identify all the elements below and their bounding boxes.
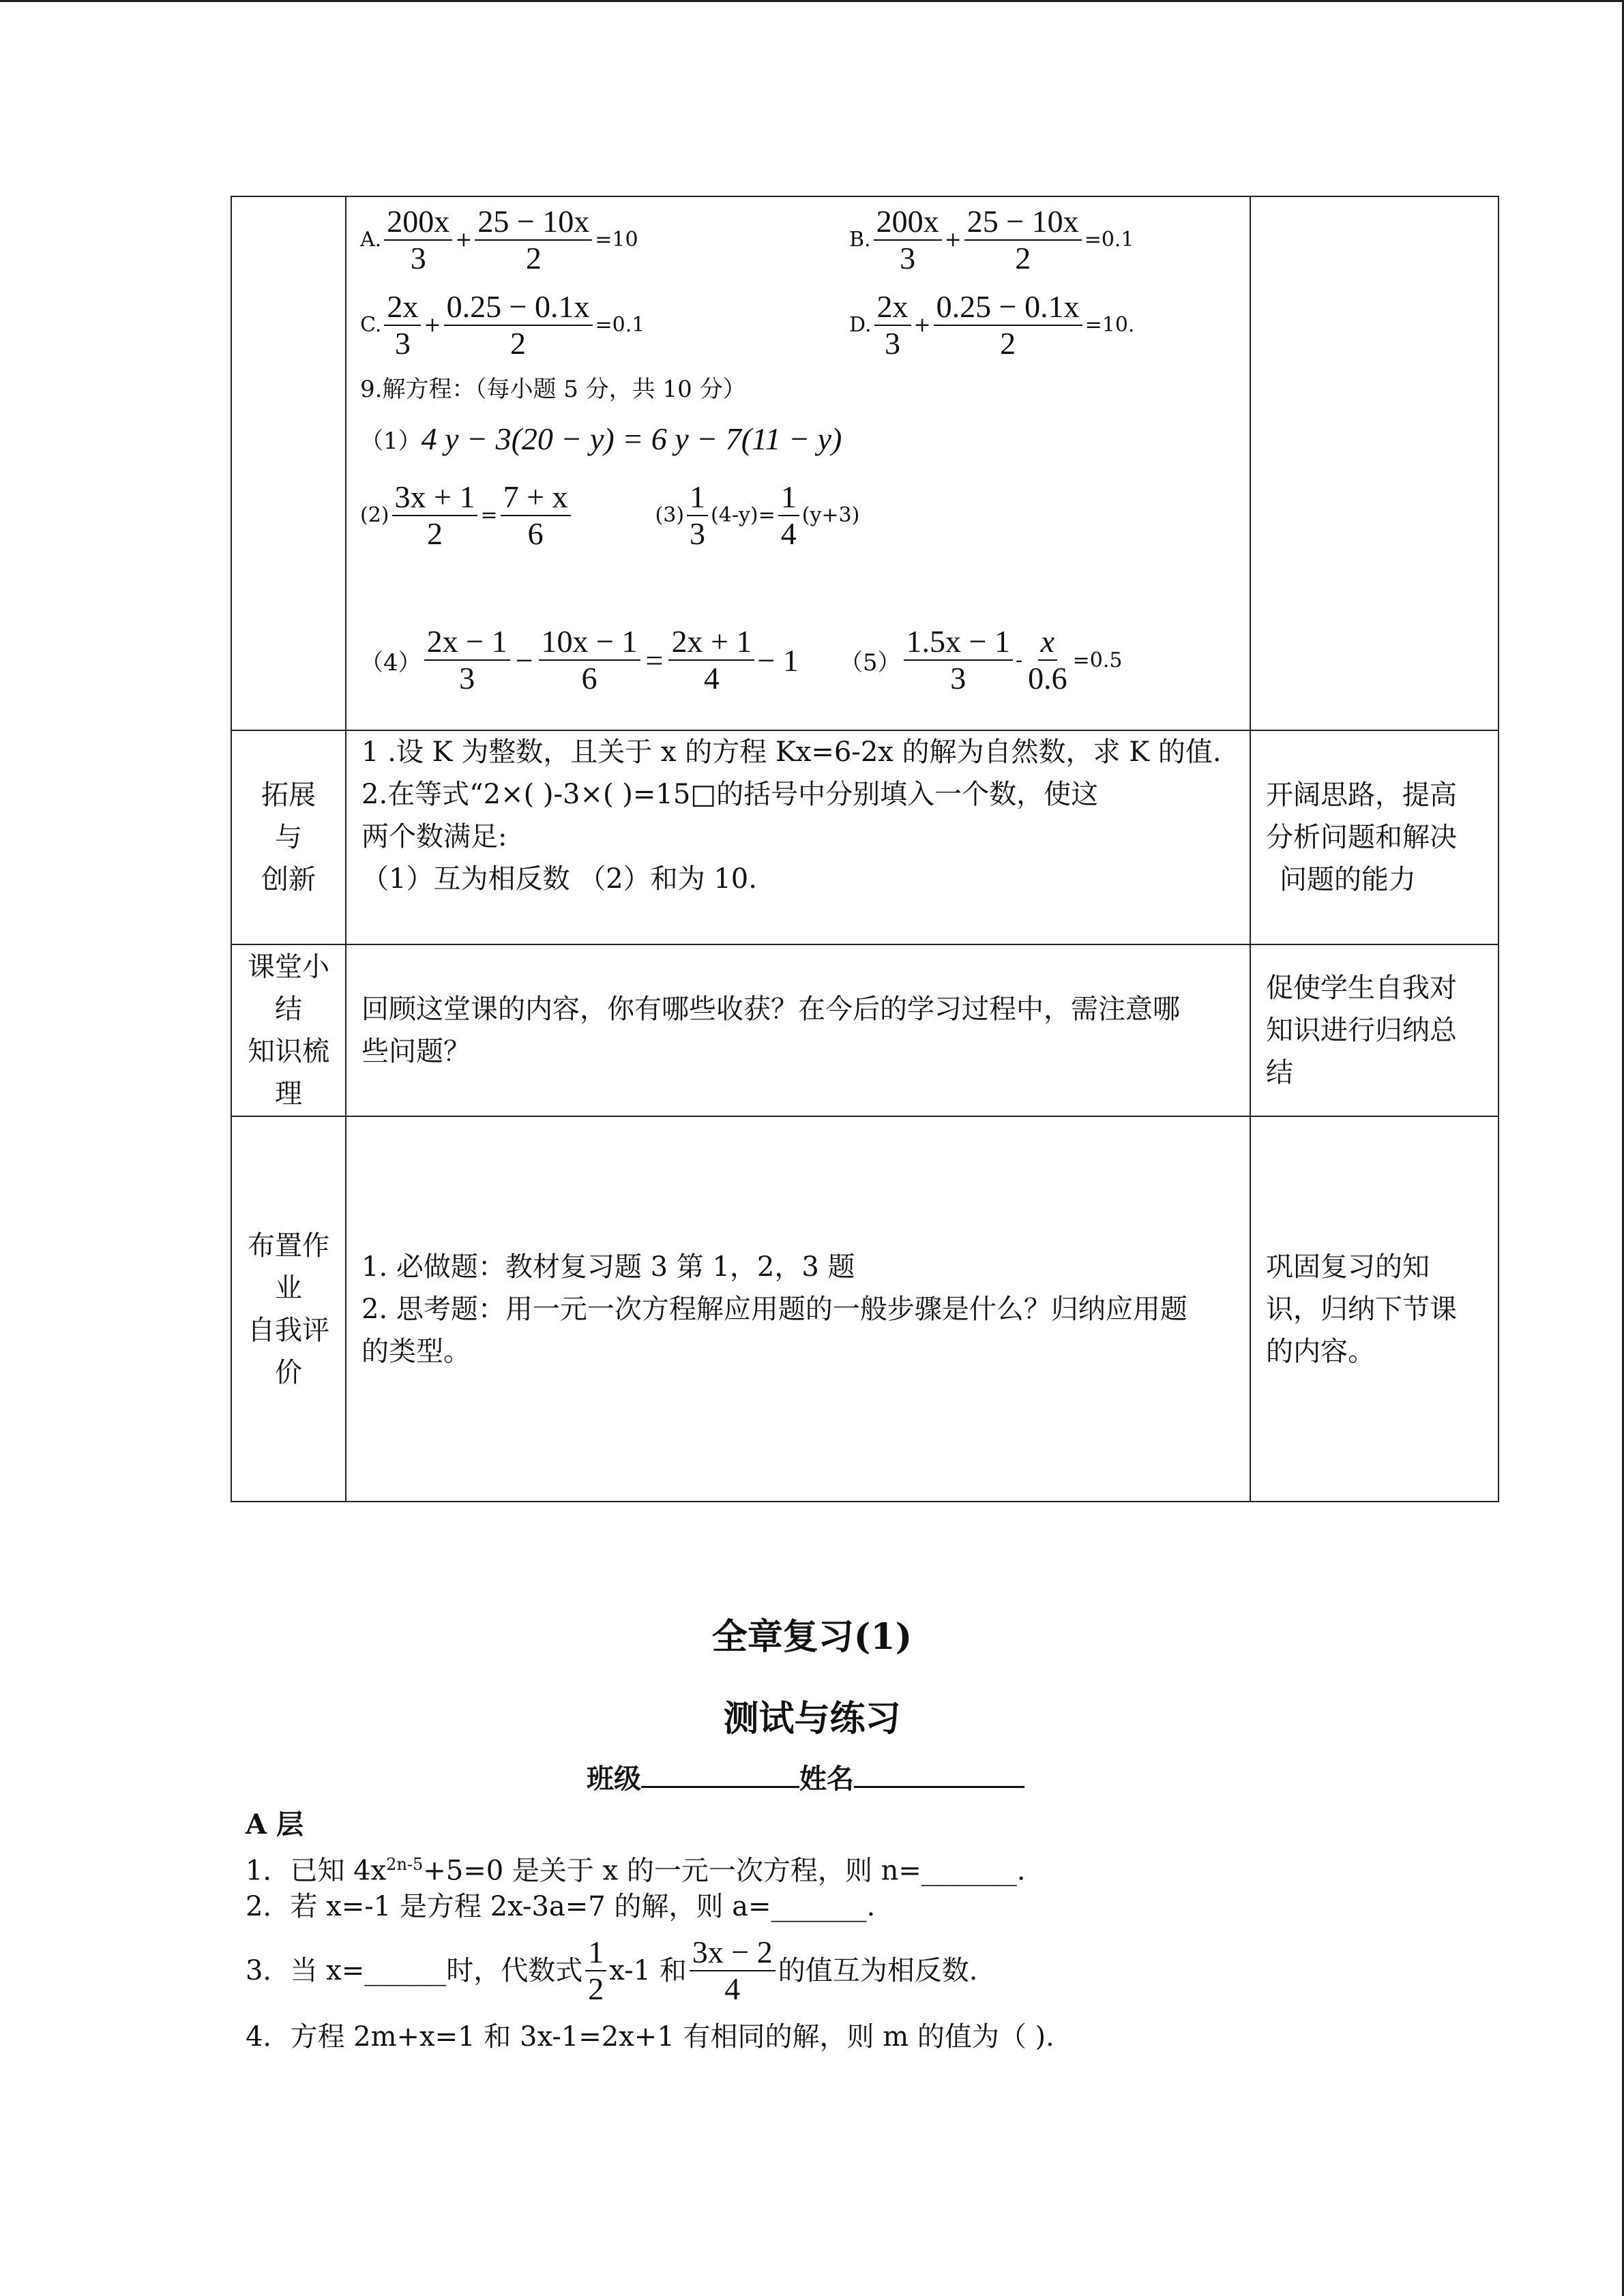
row4-body: 1. 必做题：教材复习题 3 第 1，2，3 题 2. 思考题：用一元一次方程解应用题的一般步骤是什么？归纳应用题 的类型。: [361, 1251, 1187, 1367]
option-b-frac2: $\frac{25 - 10x}{2}$: [964, 204, 1082, 275]
eq4-frac1: $\frac{2x - 1}{3}$: [424, 624, 510, 696]
row4-note: 巩固复习的知 识，归纳下节课 的内容。: [1266, 1251, 1457, 1367]
table-row-homework: [231, 1116, 1498, 1502]
row4-label-cell: [231, 1116, 346, 1502]
q3-frac1: $\frac{1}{2}$: [585, 1935, 606, 2006]
row1-body-cell: [346, 196, 1250, 730]
options-ab: [346, 197, 1250, 282]
option-a-frac2: $\frac{25 - 10x}{2}$: [475, 204, 592, 275]
row4-body-cell: [346, 1116, 1250, 1502]
name-label: 姓名: [799, 1763, 854, 1795]
row2-label: 拓展 与 创新: [261, 779, 316, 895]
row4-note-cell: [1250, 1116, 1498, 1502]
option-d: D. $\frac{2x}{3}$ + $\frac{0.25 - 0.1x}{2}$ =10.: [849, 288, 1135, 361]
eq4-frac2: $\frac{10x - 1}{6}$: [539, 624, 640, 696]
row2-note-cell: [1250, 730, 1498, 944]
equation-1: （1） 4 y − 3(20 − y) = 6 y − 7(11 − y): [360, 421, 842, 456]
level-heading: A 层: [246, 1808, 304, 1840]
option-b: B. $\frac{200x}{3}$ + $\frac{25 - 10x}{2}$ =0.1: [849, 203, 1134, 275]
equations-2-3: (2) $\frac{3x + 1}{2}$ = $\frac{7 + x}{6}$ (3) $\frac{1}{3}$ (4-y)= $\frac{1}{4}$ (y+3): [360, 479, 860, 551]
option-c-frac2: $\frac{0.25 - 0.1x}{2}$: [444, 289, 593, 361]
table-row-summary: [231, 944, 1498, 1116]
lesson-plan-table: [231, 196, 1499, 1502]
options-cd: [346, 282, 1250, 368]
page-top-border: [0, 0, 1624, 2]
option-d-frac2: $\frac{0.25 - 0.1x}{2}$: [934, 289, 1082, 361]
q3-frac2: $\frac{3x - 2}{4}$: [690, 1935, 776, 2006]
question-9-heading: 9.解方程：（每小题 5 分，共 10 分）: [360, 376, 746, 403]
row3-body-cell: [346, 944, 1250, 1116]
question-2: 2．若 x=-1 是方程 2x-3a=7 的解，则 a=_______.: [246, 1891, 876, 1922]
row3-note-cell: [1250, 944, 1498, 1116]
eq5-frac2: $\frac{x}{0.6}$: [1028, 624, 1067, 696]
row2-note: 开阔思路，提高 分析问题和解决 问题的能力: [1266, 779, 1457, 895]
equations-4-5: （4） $\frac{2x - 1}{3}$ − $\frac{10x - 1}{6}$ = $\frac{2x + 1}{4}$ − 1 （5） $\frac{1.5x - 1}{3}$ - $\frac{x}{0.6}$ =0.5: [360, 624, 1123, 696]
class-label: 班级: [587, 1763, 641, 1795]
question-4: 4．方程 2m+x=1 和 3x-1=2x+1 有相同的解，则 m 的值为（ ).: [246, 2021, 1054, 2053]
row3-body: 回顾这堂课的内容，你有哪些收获？在今后的学习过程中，需注意哪 些问题？: [361, 994, 1180, 1067]
eq2-frac1: $\frac{3x + 1}{2}$: [392, 479, 478, 551]
option-c: C. $\frac{2x}{3}$ + $\frac{0.25 - 0.1x}{2}$ =0.1: [360, 288, 645, 361]
section-title: 全章复习(1): [711, 1616, 913, 1658]
eq4-frac3: $\frac{2x + 1}{4}$: [668, 624, 754, 696]
class-name-line: [587, 1757, 1024, 1796]
eq3-frac2: $\frac{1}{4}$: [778, 479, 799, 551]
eq2-frac2: $\frac{7 + x}{6}$: [501, 479, 571, 551]
eq3-frac1: $\frac{1}{3}$: [687, 479, 708, 551]
question-3: 3．当 x=______时，代数式 $\frac{1}{2}$ x-1 和 $\frac{3x - 2}{4}$ 的值互为相反数.: [246, 1935, 978, 2006]
row1-label-cell: [231, 196, 346, 730]
row1-note-cell: [1250, 196, 1498, 730]
question-1: 1．已知 $4x^{2n-5}+5=0$ 是关于 x 的一元一次方程，则 n=_______.: [246, 1855, 1026, 1887]
row2-label-cell: [231, 730, 346, 944]
name-blank[interactable]: [854, 1760, 1024, 1788]
row4-label: 布置作 业 自我评 价: [248, 1229, 329, 1388]
eq5-frac1: $\frac{1.5x - 1}{3}$: [904, 624, 1013, 696]
class-blank[interactable]: [641, 1760, 799, 1788]
row3-label-cell: [231, 944, 346, 1116]
row2-body-cell: [346, 730, 1250, 944]
option-a-frac1: $\frac{200x}{3}$: [384, 204, 452, 275]
option-b-frac1: $\frac{200x}{3}$: [874, 204, 942, 275]
table-row-extension: [231, 730, 1498, 944]
row3-label: 课堂小 结 知识梳 理: [248, 951, 329, 1109]
option-a: A. $\frac{200x}{3}$ + $\frac{25 - 10x}{2}$ =10: [360, 203, 638, 275]
row3-note: 促使学生自我对 知识进行归纳总 结: [1266, 972, 1457, 1088]
option-c-frac1: $\frac{2x}{3}$: [384, 289, 421, 361]
table-row-exercises: [231, 196, 1498, 730]
row2-body: 1 .设 K 为整数，且关于 x 的方程 Kx=6-2x 的解为自然数，求 K 的值. 2.在等式“2×( )-3×( )=15□的括号中分别填入一个数，使这 两个数满足: （1）互为相反数 （2）和为 10.: [361, 736, 1222, 895]
section-subtitle: 测试与练习: [723, 1698, 901, 1740]
option-d-frac1: $\frac{2x}{3}$: [874, 289, 911, 361]
